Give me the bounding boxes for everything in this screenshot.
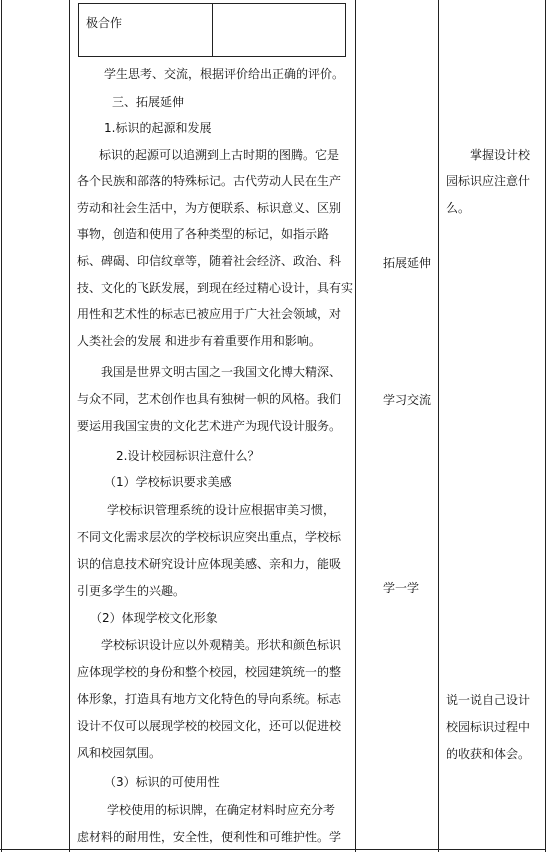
subsection-heading: （3）标识的可使用性 <box>104 775 220 789</box>
subsection-heading: 2.设计校园标识注意什么？ <box>116 449 260 463</box>
content-line: 技、文化的飞跃发展，到现在经过精心设计，具有实 <box>77 281 354 295</box>
inner-table <box>78 3 346 57</box>
activity-label: 学一学 <box>383 581 420 595</box>
content-line: 应体现学校的身份和整个校园，校园建筑统一的整 <box>77 665 342 679</box>
subsection-heading: （1）学校标识要求美感 <box>104 475 232 489</box>
intent-line: 园标识应注意什 <box>446 174 531 188</box>
intent-line: 说一说自己设计 <box>446 693 531 707</box>
intent-line: 么。 <box>446 201 471 215</box>
content-line: 我国是世界文明古国之一我国文化博大精深、 <box>101 365 342 379</box>
section-heading: 三、拓展延伸 <box>112 95 185 109</box>
content-line: 要运用我国宝贵的文化艺术进产为现代设计服务。 <box>77 419 342 433</box>
content-line: 引更多学生的兴趣。 <box>77 584 186 598</box>
column-divider-2 <box>355 0 356 852</box>
content-line: 设计不仅可以展现学校的校园文化，还可以促进校 <box>77 719 342 733</box>
content-line: 体形象，打造具有地方文化特色的导向系统。标志 <box>77 692 342 706</box>
intent-line: 掌握设计校 <box>470 148 531 162</box>
content-line: 虑材料的耐用性，安全性，便利性和可维护性。学 <box>77 830 342 844</box>
intent-line: 校园标识过程中 <box>446 720 531 734</box>
content-line: 人类社会的发展 和进步有着重要作用和影响。 <box>77 334 321 348</box>
content-line: 识的信息技术研究设计应体现美感、亲和力，能吸 <box>77 557 342 571</box>
content-line: 风和校园氛围。 <box>77 746 162 760</box>
content-line: 标识的起源可以追溯到上古时期的图腾。它是 <box>99 148 340 162</box>
content-line: 各个民族和部落的特殊标记。古代劳动人民在生产 <box>77 174 342 188</box>
inner-table-cell-text: 极合作 <box>86 16 123 30</box>
content-line: 学校标识设计应以外观精美。形状和颜色标识 <box>101 638 342 652</box>
activity-label: 拓展延伸 <box>383 256 432 270</box>
content-line: 事物，创造和使用了各种类型的标记，如指示路 <box>77 227 330 241</box>
content-line: 学校使用的标识牌，在确定材料时应充分考 <box>107 803 336 817</box>
content-line: 不同文化需求层次的学校标识应突出重点，学校标 <box>77 530 342 544</box>
content-line: 用性和艺术性的标志已被应用于广大社会领域，对 <box>77 307 342 321</box>
table-border-right <box>545 0 546 852</box>
content-line: 劳动和社会生活中，为方便联系、标识意义、区别 <box>77 201 342 215</box>
content-line: 学校标识管理系统的设计应根据审美习惯， <box>107 503 336 517</box>
content-line: 与众不同，艺术创作也具有独树一帜的风格。我们 <box>77 392 342 406</box>
subsection-heading: （2）体现学校文化形象 <box>90 611 218 625</box>
table-border-bottom <box>0 849 546 850</box>
table-border-left <box>1 0 2 852</box>
intent-line: 的收获和体会。 <box>446 747 531 761</box>
content-line: 标、碑碣、印信纹章等，随着社会经济、政治、科 <box>77 254 342 268</box>
inner-table-divider <box>212 4 213 56</box>
activity-label: 学习交流 <box>383 393 432 407</box>
column-divider-1 <box>69 0 70 852</box>
subsection-heading: 1.标识的起源和发展 <box>104 121 212 135</box>
column-divider-3 <box>438 0 439 852</box>
content-line: 学生思考、交流，根据评价给出正确的评价。 <box>104 67 345 81</box>
